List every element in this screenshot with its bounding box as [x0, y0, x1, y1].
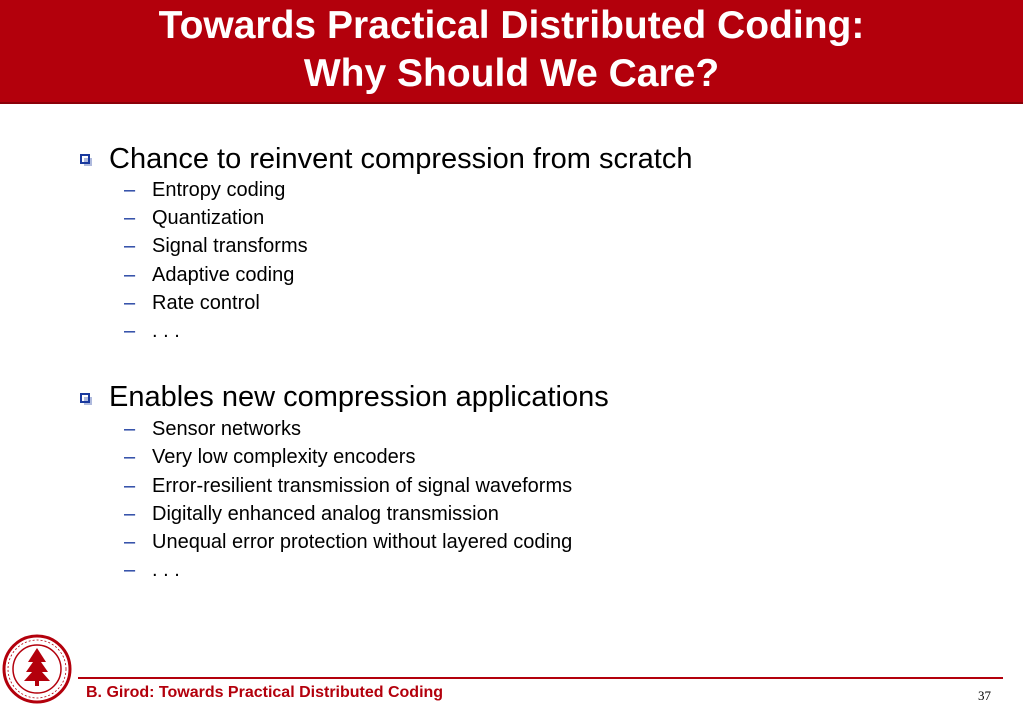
- dash-icon: –: [124, 418, 136, 440]
- stanford-seal-icon: [2, 634, 72, 704]
- sub-item-text: Quantization: [152, 207, 265, 229]
- title-bar: [0, 0, 1023, 104]
- dash-icon: –: [124, 446, 136, 468]
- footer-rule: [78, 677, 1003, 679]
- square-bullet-icon: [80, 393, 90, 403]
- sub-item-text: Very low complexity encoders: [152, 446, 416, 468]
- sub-item-text: Sensor networks: [152, 418, 301, 440]
- dash-icon: –: [124, 235, 136, 257]
- sub-item-text: Unequal error protection without layered coding: [152, 531, 573, 553]
- sub-item-text: Error-resilient transmission of signal waveforms: [152, 475, 573, 497]
- dash-icon: –: [124, 264, 136, 286]
- dash-icon: –: [124, 207, 136, 229]
- sub-item-text: . . .: [152, 320, 180, 342]
- dash-icon: –: [124, 559, 136, 581]
- sub-item-text: Rate control: [152, 292, 260, 314]
- sub-item-text: Adaptive coding: [152, 264, 295, 286]
- slide-title-line-2: Why Should We Care?: [303, 52, 720, 95]
- dash-icon: –: [124, 475, 136, 497]
- sub-item-text: Digitally enhanced analog transmission: [152, 503, 499, 525]
- dash-icon: –: [124, 503, 136, 525]
- dash-icon: –: [124, 292, 136, 314]
- bullet-heading: Enables new compression applications: [109, 381, 609, 413]
- square-bullet-icon: [80, 154, 90, 164]
- sub-item-text: Signal transforms: [152, 235, 308, 257]
- sub-item-text: . . .: [152, 559, 180, 581]
- dash-icon: –: [124, 320, 136, 342]
- slide-title-line-1: Towards Practical Distributed Coding:: [158, 4, 865, 47]
- dash-icon: –: [124, 531, 136, 553]
- bullet-heading: Chance to reinvent compression from scratch: [109, 143, 693, 175]
- footer-text: B. Girod: Towards Practical Distributed Coding: [86, 684, 444, 701]
- page-number: 37: [978, 688, 991, 703]
- dash-icon: –: [124, 179, 136, 201]
- sub-item-text: Entropy coding: [152, 179, 286, 201]
